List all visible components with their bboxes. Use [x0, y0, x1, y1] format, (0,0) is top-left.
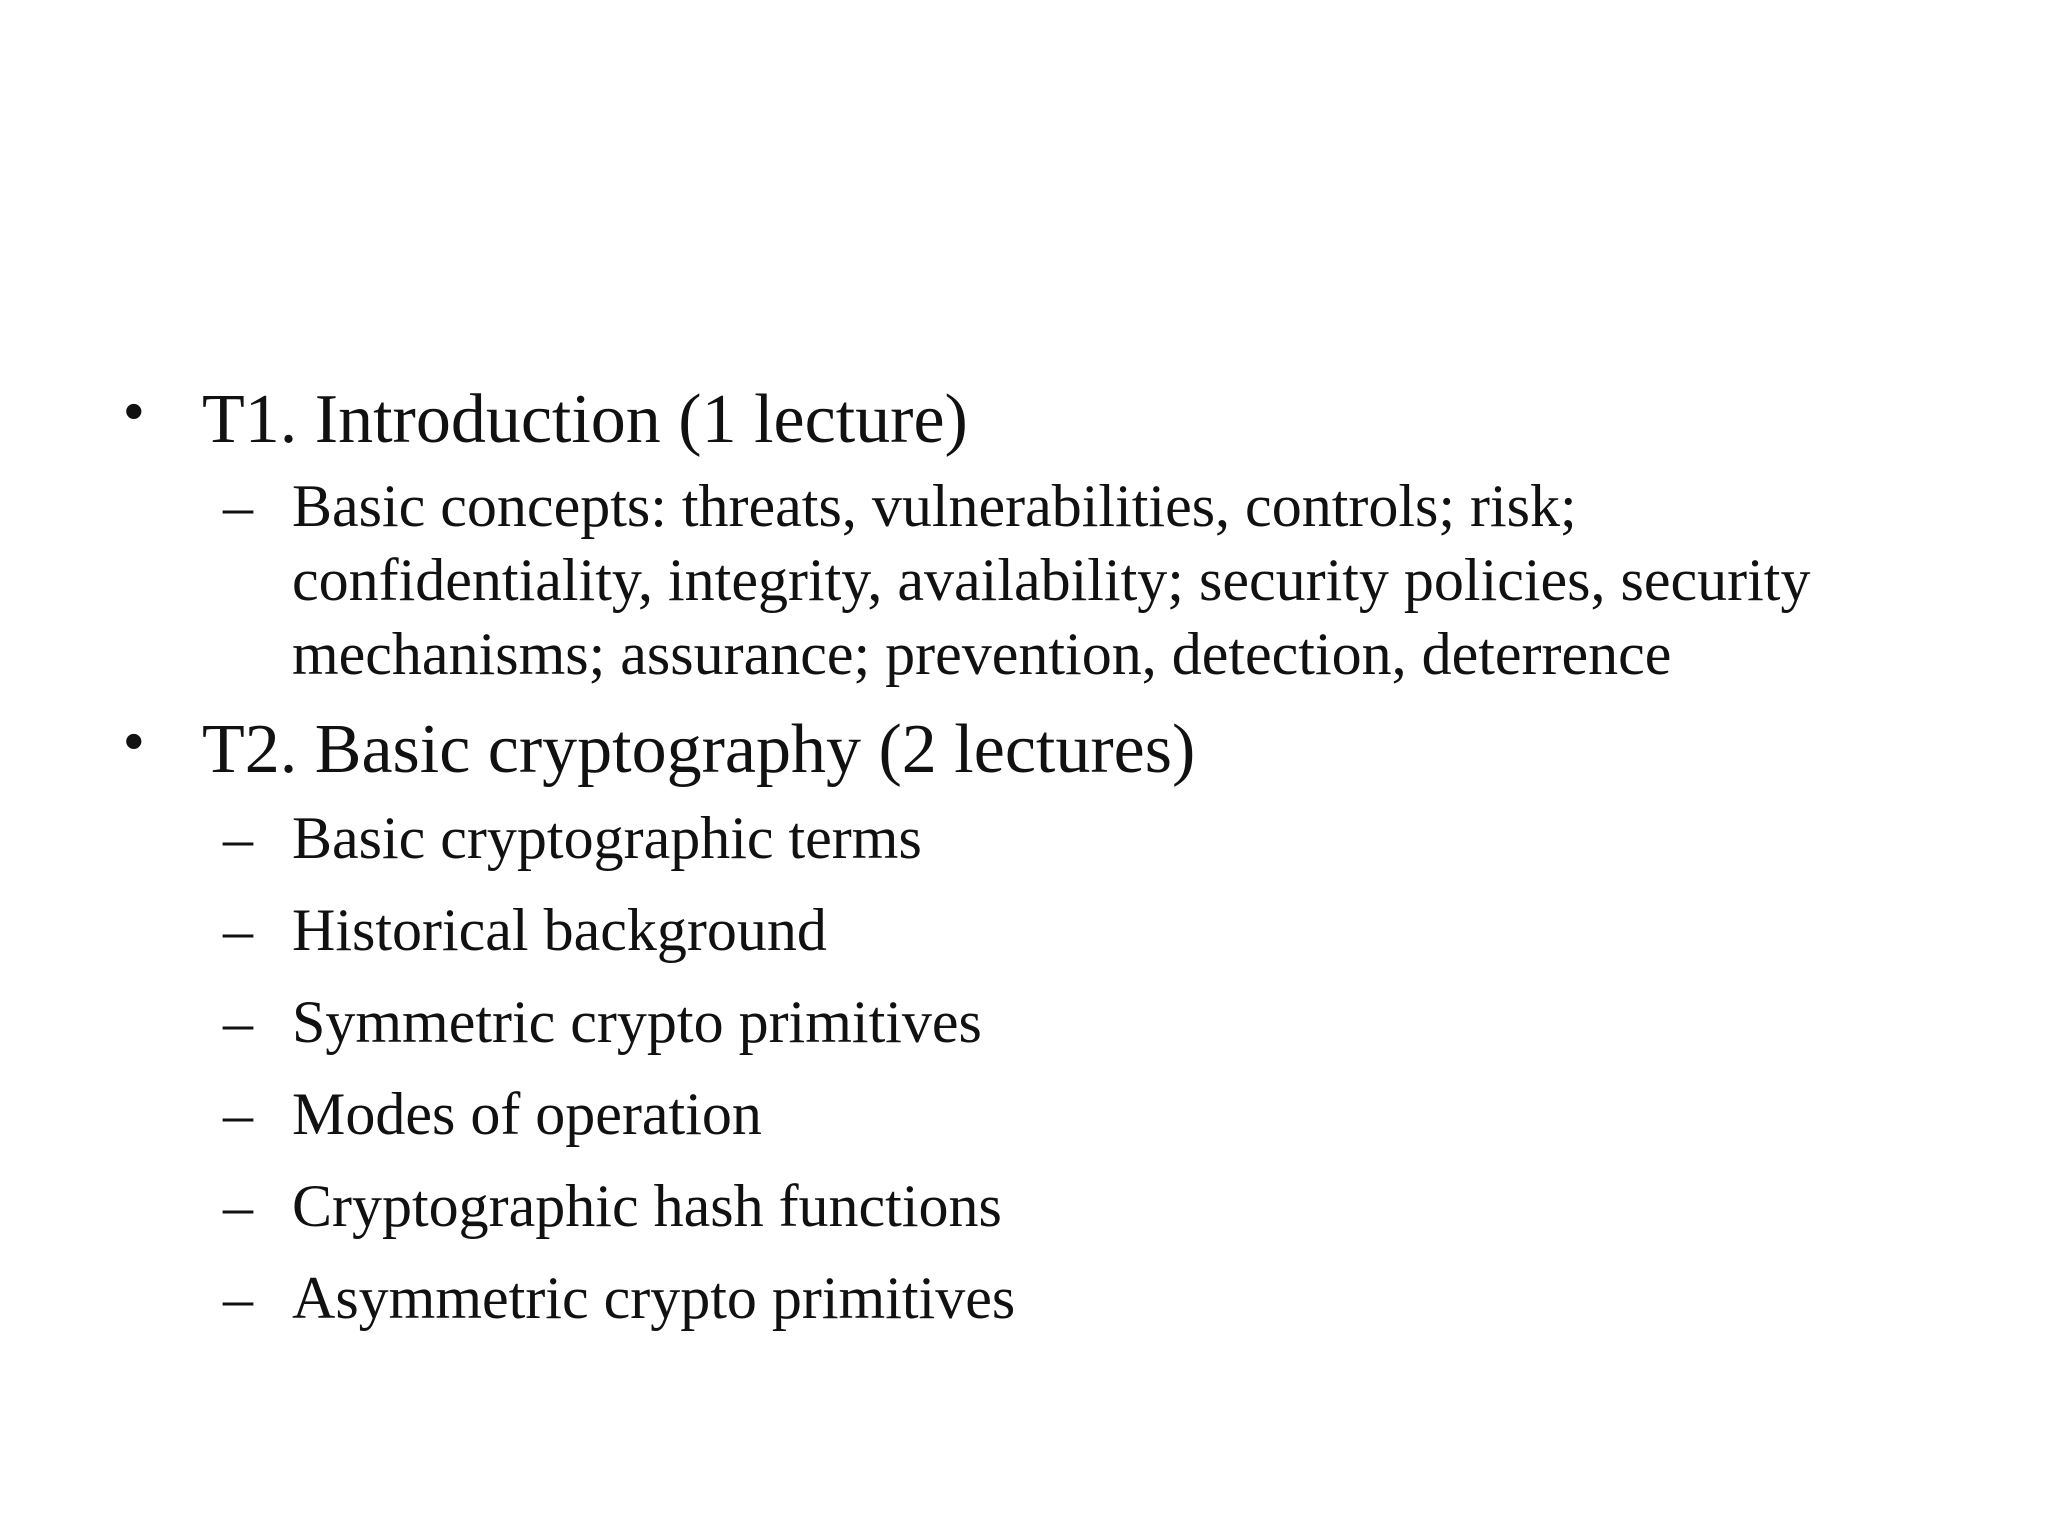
topic-title: T1. Introduction (1 lecture)	[202, 381, 968, 458]
subitem-text: Asymmetric crypto primitives	[292, 1265, 1016, 1331]
subitem	[120, 893, 1970, 967]
subitem-text: Basic cryptographic terms	[292, 805, 922, 871]
dash-icon: –	[223, 897, 253, 963]
subitem-list	[202, 801, 1970, 1335]
subitem	[120, 1261, 1970, 1335]
bullet-icon: •	[124, 709, 144, 772]
slide-content	[120, 375, 1970, 1335]
subitem	[120, 1077, 1970, 1151]
dash-icon: –	[223, 473, 253, 539]
topic-item	[120, 705, 1970, 1335]
topic-item	[120, 375, 1970, 691]
subitem-text: Symmetric crypto primitives	[292, 989, 982, 1055]
subitem-text: Cryptographic hash functions	[292, 1173, 1002, 1239]
subitem-text: Historical background	[292, 897, 827, 963]
topic-title: T2. Basic cryptography (2 lectures)	[202, 711, 1196, 788]
subitem-list	[202, 469, 1970, 691]
subitem	[120, 469, 1970, 691]
dash-icon: –	[223, 1173, 253, 1239]
subitem	[120, 985, 1970, 1059]
subitem-text: Basic concepts: threats, vulnerabilities, controls; risk; confidentiality, integrity, availability; security policies, security mechanisms; assurance; prevention, detection, deterrence	[292, 473, 1811, 687]
subitem	[120, 1169, 1970, 1243]
bullet-icon: •	[124, 379, 144, 442]
dash-icon: –	[223, 1081, 253, 1147]
dash-icon: –	[223, 805, 253, 871]
dash-icon: –	[223, 1265, 253, 1331]
subitem	[120, 801, 1970, 875]
subitem-text: Modes of operation	[292, 1081, 762, 1147]
dash-icon: –	[223, 989, 253, 1055]
